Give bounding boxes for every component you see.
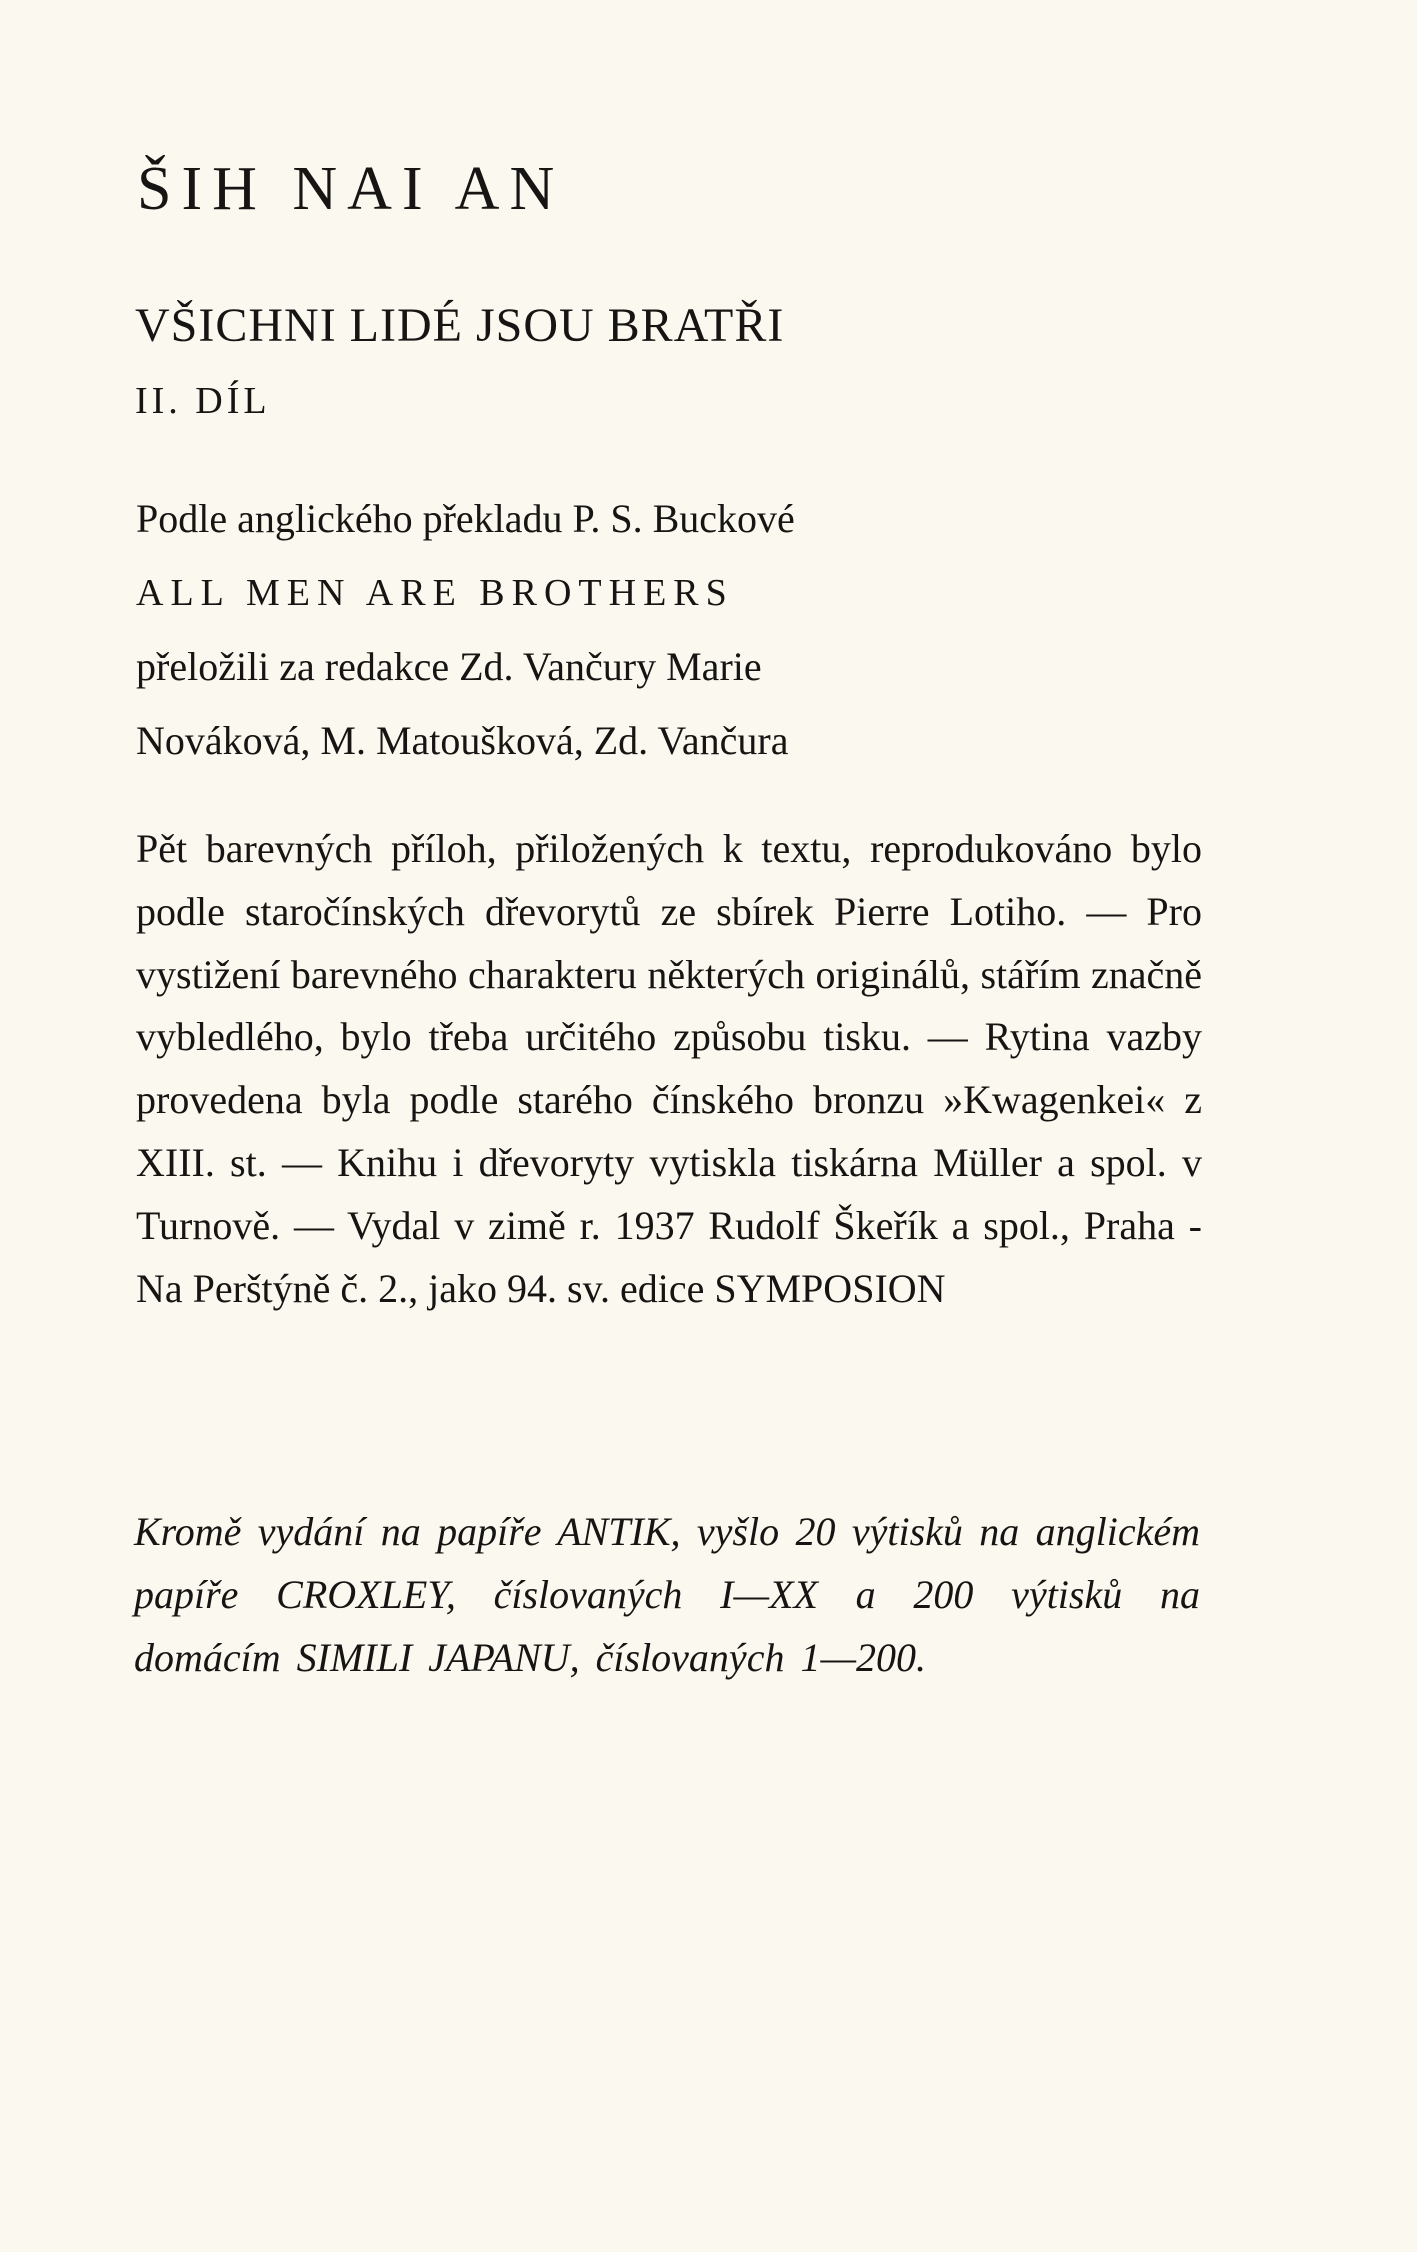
credits-line-translators-cont: Nováková, M. Matoušková, Zd. Vančura [136,718,789,763]
credits-line-translators: přeložili za redakce Zd. Vančury Marie [136,644,762,689]
volume-part: II. DÍL [135,380,271,422]
author-name: ŠIH NAI AN [137,155,565,223]
credits-line-original-title: ALL MEN ARE BROTHERS [136,572,734,614]
edition-note: Kromě vydání na papíře ANTIK, vyšlo 20 výtisků na anglickém papíře CROXLEY, číslovaných I—XX a 200 výtisků na domácím SIMILI JAPANU, číslovaných 1—200. [134,1509,1200,1680]
colophon-paragraph: Pět barevných příloh, přiložených k textu, reprodukováno bylo podle staročínských dřevorytů ze sbírek Pierre Lotiho. — Pro vystižení barevného charakteru některých originálů, stářím značně vybledlého, bylo třeba určitého způsobu tisku. — Rytina vazby provedena byla podle starého čínského bronzu »Kwagenkei« z XIII. st. — Knihu i dřevoryty vytiskla tiskárna Müller a spol. v Turnově. — Vydal v zimě r. 1937 Rudolf Škeřík a spol., Praha - Na Perštýně č. 2., jako 94. sv. edice SYMPOSION [136,826,1202,1311]
translation-credits [136,482,888,778]
book-title: VŠICHNI LIDÉ JSOU BRATŘI [135,299,785,352]
credits-line-source: Podle anglického překladu P. S. Buckové [136,496,795,541]
